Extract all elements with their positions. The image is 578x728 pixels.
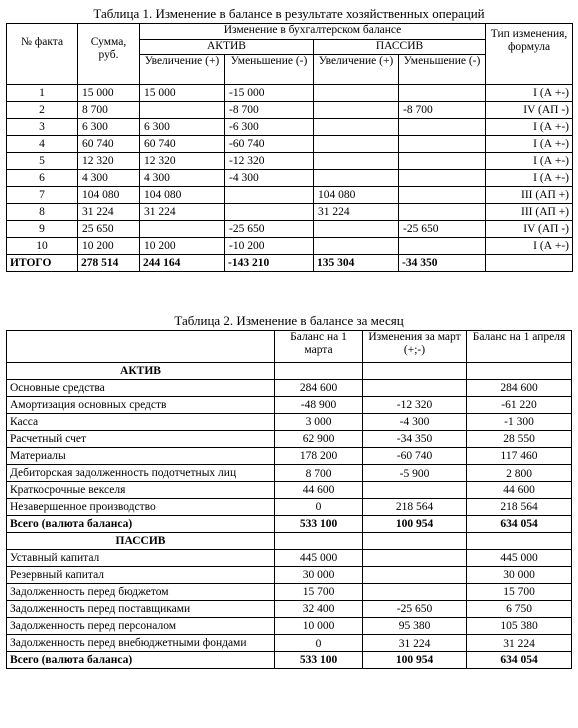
cell-change (363, 567, 467, 584)
cell-no: 7 (7, 187, 78, 204)
cell-change (363, 550, 467, 567)
cell-p-dec: -25 650 (399, 221, 486, 238)
cell-start (275, 533, 363, 550)
cell-p-inc (314, 85, 399, 102)
cell-p-dec (399, 238, 486, 255)
section-row (7, 533, 572, 550)
cell-change (363, 533, 467, 550)
cell-end: 30 000 (467, 567, 572, 584)
cell-sum: 15 000 (78, 85, 140, 102)
cell-a-dec: -8 700 (225, 102, 314, 119)
cell-start: 533 100 (275, 652, 363, 669)
header-balance-end: Баланс на 1 апреля (467, 331, 572, 363)
table1-operations (6, 23, 573, 272)
cell-change (363, 363, 467, 380)
header-passiv-increase: Увеличение (+) (314, 55, 399, 85)
cell-a-inc: 6 300 (140, 119, 225, 136)
total-row (7, 255, 573, 272)
total-row (7, 516, 572, 533)
row-label: Краткосрочные векселя (7, 482, 275, 499)
cell-p-dec (399, 153, 486, 170)
cell-a-dec: -15 000 (225, 85, 314, 102)
total-sum: 278 514 (78, 255, 140, 272)
table-row (7, 170, 573, 187)
row-label: ПАССИВ (7, 533, 275, 550)
cell-type: I (А +-) (486, 238, 573, 255)
table-row (7, 465, 572, 482)
cell-a-dec: -10 200 (225, 238, 314, 255)
cell-no: 1 (7, 85, 78, 102)
header-aktiv: АКТИВ (140, 40, 314, 55)
table-row (7, 187, 573, 204)
table-row (7, 136, 573, 153)
cell-change: -60 740 (363, 448, 467, 465)
cell-sum: 104 080 (78, 187, 140, 204)
cell-a-inc: 60 740 (140, 136, 225, 153)
cell-a-inc: 15 000 (140, 85, 225, 102)
cell-sum: 12 320 (78, 153, 140, 170)
cell-end: 28 550 (467, 431, 572, 448)
cell-end (467, 533, 572, 550)
cell-a-dec: -60 740 (225, 136, 314, 153)
cell-end: 2 800 (467, 465, 572, 482)
cell-end: 117 460 (467, 448, 572, 465)
cell-p-dec (399, 170, 486, 187)
table-row (7, 635, 572, 652)
row-label: Амортизация основных средств (7, 397, 275, 414)
cell-a-dec: -25 650 (225, 221, 314, 238)
cell-p-dec (399, 85, 486, 102)
cell-end: 44 600 (467, 482, 572, 499)
table-row (7, 85, 573, 102)
row-label: Дебиторская задолженность подотчетных лиц (7, 465, 275, 482)
row-label: Касса (7, 414, 275, 431)
row-label: АКТИВ (7, 363, 275, 380)
cell-type: I (А +-) (486, 119, 573, 136)
table-row (7, 119, 573, 136)
cell-sum: 31 224 (78, 204, 140, 221)
cell-start: 284 600 (275, 380, 363, 397)
cell-type: IV (АП -) (486, 221, 573, 238)
cell-change (363, 482, 467, 499)
table2-caption: Таблица 2. Изменение в балансе за месяц (174, 313, 404, 328)
cell-start: 32 400 (275, 601, 363, 618)
cell-sum: 60 740 (78, 136, 140, 153)
cell-type: III (АП +) (486, 204, 573, 221)
cell-sum: 25 650 (78, 221, 140, 238)
cell-a-dec: -6 300 (225, 119, 314, 136)
table-row (7, 153, 573, 170)
table-row (7, 482, 572, 499)
header-change-march: Изменения за март (+;-) (363, 331, 467, 363)
cell-start: 178 200 (275, 448, 363, 465)
cell-start: 15 700 (275, 584, 363, 601)
cell-end: 15 700 (467, 584, 572, 601)
table-row (7, 448, 572, 465)
header-sum: Сумма, руб. (78, 24, 140, 85)
total-p-inc: 135 304 (314, 255, 399, 272)
cell-no: 3 (7, 119, 78, 136)
cell-p-inc (314, 119, 399, 136)
cell-p-dec (399, 119, 486, 136)
cell-start: 0 (275, 635, 363, 652)
cell-type: III (АП +) (486, 187, 573, 204)
cell-end (467, 363, 572, 380)
cell-change: -5 900 (363, 465, 467, 482)
row-label: Задолженность перед персоналом (7, 618, 275, 635)
row-label: Уставный капитал (7, 550, 275, 567)
total-a-inc: 244 164 (140, 255, 225, 272)
cell-end: 31 224 (467, 635, 572, 652)
cell-start: 0 (275, 499, 363, 516)
cell-start: 10 000 (275, 618, 363, 635)
table-row (7, 380, 572, 397)
cell-p-inc (314, 238, 399, 255)
cell-a-dec: -12 320 (225, 153, 314, 170)
row-label: Задолженность перед внебюджетными фондами (7, 635, 275, 652)
cell-end: -61 220 (467, 397, 572, 414)
cell-start: 3 000 (275, 414, 363, 431)
table-row (7, 550, 572, 567)
cell-change: 218 564 (363, 499, 467, 516)
cell-type: IV (АП -) (486, 102, 573, 119)
cell-a-dec: -4 300 (225, 170, 314, 187)
cell-start: 30 000 (275, 567, 363, 584)
cell-p-inc (314, 221, 399, 238)
cell-end: 634 054 (467, 652, 572, 669)
table-row (7, 397, 572, 414)
cell-type: I (А +-) (486, 136, 573, 153)
header-passiv-decrease: Уменьшение (-) (399, 55, 486, 85)
cell-no: 4 (7, 136, 78, 153)
row-label: Задолженность перед поставщиками (7, 601, 275, 618)
cell-end: 445 000 (467, 550, 572, 567)
cell-end: 284 600 (467, 380, 572, 397)
cell-p-dec (399, 136, 486, 153)
cell-a-inc (140, 221, 225, 238)
cell-start: -48 900 (275, 397, 363, 414)
cell-end: -1 300 (467, 414, 572, 431)
cell-change: -34 350 (363, 431, 467, 448)
cell-p-dec (399, 187, 486, 204)
cell-start: 445 000 (275, 550, 363, 567)
cell-a-inc: 104 080 (140, 187, 225, 204)
cell-change: -25 650 (363, 601, 467, 618)
cell-type: I (А +-) (486, 85, 573, 102)
cell-no: 10 (7, 238, 78, 255)
cell-start: 533 100 (275, 516, 363, 533)
table-row (7, 567, 572, 584)
table2-monthly-balance (6, 330, 572, 669)
cell-change: -4 300 (363, 414, 467, 431)
cell-start: 44 600 (275, 482, 363, 499)
cell-change: 31 224 (363, 635, 467, 652)
total-type (486, 255, 573, 272)
row-label: Незавершенное производство (7, 499, 275, 516)
cell-change: 100 954 (363, 652, 467, 669)
row-label: Всего (валюта баланса) (7, 652, 275, 669)
cell-change (363, 380, 467, 397)
table-row (7, 102, 573, 119)
cell-p-inc: 31 224 (314, 204, 399, 221)
cell-type: I (А +-) (486, 153, 573, 170)
cell-change (363, 584, 467, 601)
cell-end: 634 054 (467, 516, 572, 533)
table-row (7, 584, 572, 601)
cell-start: 8 700 (275, 465, 363, 482)
row-label: Всего (валюта баланса) (7, 516, 275, 533)
table-row (7, 601, 572, 618)
cell-p-dec: -8 700 (399, 102, 486, 119)
table-row (7, 431, 572, 448)
row-label: Расчетный счет (7, 431, 275, 448)
table-row (7, 618, 572, 635)
header-type: Тип изменения, формула (486, 24, 573, 85)
header-aktiv-increase: Увеличение (+) (140, 55, 225, 85)
cell-sum: 10 200 (78, 238, 140, 255)
cell-end: 105 380 (467, 618, 572, 635)
header-change-group: Изменение в бухгалтерском балансе (140, 24, 486, 40)
cell-a-inc: 12 320 (140, 153, 225, 170)
cell-no: 9 (7, 221, 78, 238)
section-row (7, 363, 572, 380)
cell-change: -12 320 (363, 397, 467, 414)
cell-p-inc: 104 080 (314, 187, 399, 204)
total-row (7, 652, 572, 669)
cell-p-dec (399, 204, 486, 221)
header-balance-start: Баланс на 1 марта (275, 331, 363, 363)
table-row (7, 204, 573, 221)
cell-sum: 8 700 (78, 102, 140, 119)
cell-start (275, 363, 363, 380)
cell-a-dec (225, 204, 314, 221)
cell-start: 62 900 (275, 431, 363, 448)
row-label: Задолженность перед бюджетом (7, 584, 275, 601)
table-row (7, 238, 573, 255)
total-p-dec: -34 350 (399, 255, 486, 272)
header-name (7, 331, 275, 363)
cell-type: I (А +-) (486, 170, 573, 187)
row-label: Резервный капитал (7, 567, 275, 584)
table1-caption: Таблица 1. Изменение в балансе в результате хозяйственных операций (93, 6, 485, 21)
total-a-dec: -143 210 (225, 255, 314, 272)
total-no: ИТОГО (7, 255, 78, 272)
header-fact-no: № факта (7, 24, 78, 85)
cell-p-inc (314, 153, 399, 170)
cell-end: 218 564 (467, 499, 572, 516)
cell-p-inc (314, 136, 399, 153)
header-passiv: ПАССИВ (314, 40, 486, 55)
cell-p-inc (314, 170, 399, 187)
cell-sum: 6 300 (78, 119, 140, 136)
cell-a-dec (225, 187, 314, 204)
cell-change: 100 954 (363, 516, 467, 533)
cell-a-inc: 10 200 (140, 238, 225, 255)
cell-no: 8 (7, 204, 78, 221)
cell-change: 95 380 (363, 618, 467, 635)
cell-p-inc (314, 102, 399, 119)
cell-sum: 4 300 (78, 170, 140, 187)
cell-no: 6 (7, 170, 78, 187)
cell-a-inc: 31 224 (140, 204, 225, 221)
table-row (7, 499, 572, 516)
cell-a-inc: 4 300 (140, 170, 225, 187)
row-label: Материалы (7, 448, 275, 465)
cell-end: 6 750 (467, 601, 572, 618)
cell-no: 5 (7, 153, 78, 170)
cell-no: 2 (7, 102, 78, 119)
header-aktiv-decrease: Уменьшение (-) (225, 55, 314, 85)
table-row (7, 221, 573, 238)
table-row (7, 414, 572, 431)
row-label: Основные средства (7, 380, 275, 397)
cell-a-inc (140, 102, 225, 119)
